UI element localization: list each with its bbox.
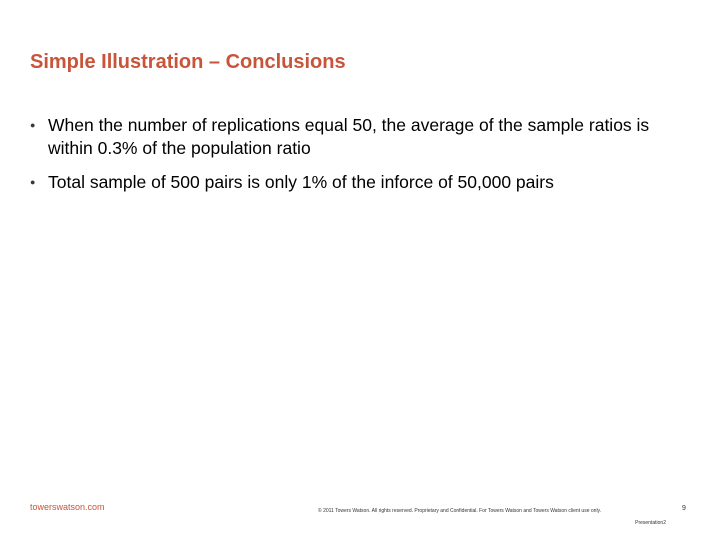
bullet-item xyxy=(30,114,680,160)
footer-brand-link[interactable]: towerswatson.com xyxy=(30,502,105,512)
bullet-item xyxy=(30,171,680,194)
copyright-line: © 2011 Towers Watson. All rights reserved. Proprietary and Confidential. For Towers Watson and Towers Watson client use only. xyxy=(318,508,602,514)
bullet-dot-icon: ● xyxy=(30,120,36,130)
bullet-text: Total sample of 500 pairs is only 1% of the inforce of 50,000 pairs xyxy=(48,172,554,192)
presentation-name: Presentation2 xyxy=(635,520,666,526)
page-number: 9 xyxy=(682,505,686,512)
bullet-list xyxy=(30,114,680,205)
footer-copyright xyxy=(318,505,668,529)
bullet-dot-icon: ● xyxy=(30,177,36,187)
slide-title: Simple Illustration – Conclusions xyxy=(30,51,346,73)
bullet-text: When the number of replications equal 50, the average of the sample ratios is within 0.3% of the population ratio xyxy=(48,115,650,158)
